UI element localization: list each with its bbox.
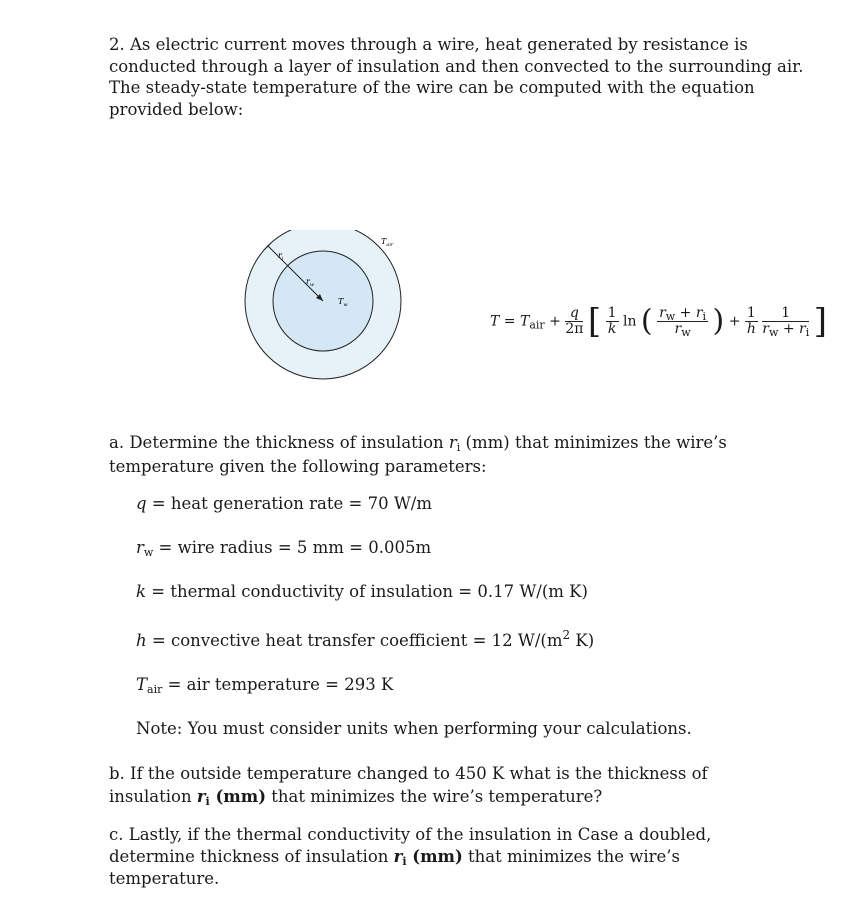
eq-equals: = xyxy=(503,313,516,330)
part-b-prefix: b. If the outside temperature changed to 450 K what is the thickness of insulation xyxy=(109,764,708,806)
label-tair: $T_{air}$ xyxy=(381,237,394,248)
label-rw: $r_w$ xyxy=(306,277,315,288)
part-c-var: r xyxy=(393,847,403,866)
param-rw: $r_w$ = wire radius = 5 mm = 0.005m xyxy=(136,538,432,559)
eq-log-fraction: $\frac{r_w + r_i}{r_w}$ xyxy=(659,305,707,339)
eq-left-paren: ( xyxy=(640,303,653,339)
eq-lhs: T xyxy=(490,313,500,330)
eq-ln: ln xyxy=(622,313,637,330)
part-c-unit: (mm) xyxy=(406,847,463,866)
part-a-var: r xyxy=(448,433,457,452)
label-ri: $r_i$ xyxy=(278,251,284,262)
part-a-var-sub: i xyxy=(456,441,461,454)
param-h: h = convective heat transfer coefficient = 12 $W/(m^2$ K) xyxy=(136,628,595,650)
eq-q-over-2pi: $\frac{q}{2\pi}$ xyxy=(565,305,584,337)
eq-tair-sub: air xyxy=(529,318,545,332)
eq-tair: T xyxy=(519,313,530,330)
eq-right-bracket: ] xyxy=(813,301,827,342)
eq-one-over-k: $\frac{1}{k}$ xyxy=(607,305,617,337)
part-b-unit: (mm) xyxy=(209,787,266,806)
problem-number: 2. xyxy=(109,35,125,54)
problem-intro xyxy=(109,34,809,120)
eq-left-bracket: [ xyxy=(587,301,602,342)
part-b-var: r xyxy=(196,787,206,806)
part-c-suffix: that minimizes the wire’s temperature. xyxy=(109,847,680,888)
eq-one-over-h: $\frac{1}{h}$ xyxy=(746,305,756,337)
label-tw: $T_w$ xyxy=(338,297,348,308)
eq-plus: + xyxy=(549,313,561,330)
part-a-prefix: a. Determine the thickness of insulation xyxy=(109,433,449,452)
problem-intro-text: As electric current moves through a wire, heat generated by resistance is conducted through a layer of insulation and then convected to the surrounding air. The steady-state temperature of the wire can be computed with the equation provided below: xyxy=(109,35,804,119)
param-tair: $T_{air}$ = air temperature = 293 K xyxy=(136,675,394,696)
units-note: Note: You must consider units when performing your calculations. xyxy=(136,719,692,738)
eq-one-over-rw-plus-ri: $\frac{1}{r_w + r_i}$ xyxy=(762,305,810,339)
temperature-equation xyxy=(490,301,827,342)
part-c-prefix: c. Lastly, if the thermal conductivity of the insulation in Case a doubled, determine thickness of insulation xyxy=(109,825,712,866)
part-a-suffix: (mm) that minimizes the wire’s temperature given the following parameters: xyxy=(109,433,727,476)
wire-insulation-diagram xyxy=(240,230,410,390)
param-k: k = thermal conductivity of insulation = 0.17 W/(m K) xyxy=(136,582,588,601)
part-b-suffix: that minimizes the wire’s temperature? xyxy=(266,787,603,806)
part-b-var-sub: i xyxy=(205,795,210,808)
part-b xyxy=(109,762,789,808)
eq-plus-2: + xyxy=(728,313,741,330)
part-c xyxy=(109,824,789,890)
part-a xyxy=(109,431,749,479)
param-q: q = heat generation rate = 70 W/m xyxy=(136,494,432,513)
part-c-var-sub: i xyxy=(402,855,407,868)
eq-right-paren: ) xyxy=(712,303,725,339)
